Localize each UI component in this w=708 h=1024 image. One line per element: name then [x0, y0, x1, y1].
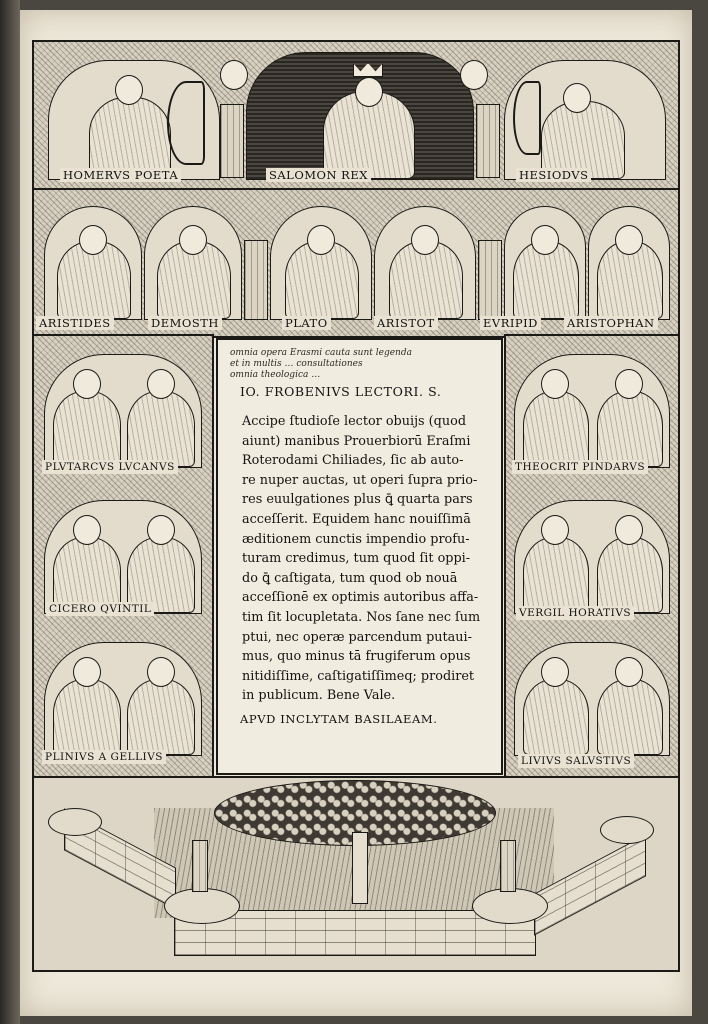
homer-niche — [48, 60, 220, 180]
body-line: acceſſionē ex optimis autoribus affa- — [242, 590, 479, 606]
plato-niche — [270, 206, 372, 320]
preface-text-panel — [216, 338, 503, 775]
title-page — [20, 10, 692, 1016]
plutarch-lucan-niche — [44, 354, 202, 468]
handwritten-note-line-1: omnia opera Erasmi cauta sunt legenda — [230, 348, 412, 358]
homer-figure — [89, 97, 171, 179]
pliny-head — [73, 657, 101, 687]
fountain-left-back — [48, 808, 102, 836]
cicero-quintilian-niche — [44, 500, 202, 614]
aristotle-niche — [374, 206, 476, 320]
book-gutter — [0, 0, 20, 1024]
label-plutarch-lucan: PLVTARCVS LVCANVS — [42, 460, 178, 474]
fountain-spout-center — [500, 840, 516, 892]
pliny-figure — [53, 679, 121, 755]
cicero-head — [73, 515, 101, 545]
right-column-panel — [504, 334, 680, 778]
body-line: in publicum. Bene Vale. — [242, 688, 396, 704]
second-pillar-2 — [478, 240, 502, 320]
label-aristophanes: ARISTOPHAN — [564, 316, 658, 330]
body-line: æditionem cunctis impendio profu- — [242, 531, 470, 547]
sallust-head — [615, 657, 643, 687]
plutarch-head — [73, 369, 101, 399]
lyre-icon — [513, 81, 541, 155]
body-line: mus, quo minus tā frugiferum opus — [242, 649, 471, 665]
theocritus-head — [541, 369, 569, 399]
body-line: Roterodami Chiliades, ſic ab auto- — [242, 453, 464, 469]
body-line: nitidiſſime, caſtigatiſſimeq; prodiret — [242, 668, 475, 684]
gellius-figure — [127, 679, 195, 755]
horace-head — [615, 515, 643, 545]
homer-head — [115, 75, 143, 105]
handwritten-note-line-2: et in multis … consultationes — [230, 359, 363, 369]
label-solomon: SALOMON REX — [266, 168, 371, 182]
putto-head-right — [460, 60, 488, 90]
fountain-spout-left — [192, 840, 208, 892]
aristotle-head — [411, 225, 439, 255]
vergil-figure — [523, 537, 589, 613]
theocritus-figure — [523, 391, 589, 467]
body-line: re nuper auctas, ut operi ſupra prio- — [242, 472, 478, 488]
label-aristides: ARISTIDES — [36, 316, 114, 330]
plato-head — [307, 225, 335, 255]
livy-head — [541, 657, 569, 687]
euripides-niche — [504, 206, 586, 320]
aristides-niche — [44, 206, 142, 320]
label-pliny-gellius: PLINIVS A GELLIVS — [42, 750, 166, 764]
pindar-head — [615, 369, 643, 399]
top-pillar-2 — [476, 104, 500, 178]
garden-scene — [32, 776, 680, 972]
left-column-panel — [32, 334, 214, 778]
body-line: tim ſit locupletata. Nos ſane nec ſum — [242, 609, 481, 625]
top-pillar-1 — [220, 104, 244, 178]
body-line: ptui, nec operæ parcendum putaui- — [242, 629, 472, 645]
gellius-head — [147, 657, 175, 687]
body-line: res euulgationes plus ꝗ̄ quarta pars — [242, 492, 473, 508]
label-hesiod: HESIODVS — [516, 168, 591, 182]
preface-heading: IO. FROBENIVS LECTORI. S. — [240, 384, 442, 399]
demosthenes-head — [179, 225, 207, 255]
pliny-gellius-niche — [44, 642, 202, 756]
livy-figure — [523, 679, 589, 755]
sallust-figure — [597, 679, 663, 755]
label-plato: PLATO — [282, 316, 331, 330]
label-homer: HOMERVS POETA — [60, 168, 181, 182]
fountain-right-back — [600, 816, 654, 844]
hesiod-head — [563, 83, 591, 113]
label-aristotle: ARISTOT — [374, 316, 438, 330]
pindar-figure — [597, 391, 663, 467]
handwritten-note-line-3: omnia theologica … — [230, 370, 321, 380]
vergil-horace-niche — [514, 500, 670, 614]
fountain-center-front — [472, 888, 548, 924]
aristides-head — [79, 225, 107, 255]
aristophanes-head — [615, 225, 643, 255]
label-demosthenes: DEMOSTH — [148, 316, 222, 330]
crown-icon — [353, 63, 383, 77]
harp-icon — [167, 81, 205, 165]
tree-trunk — [352, 832, 368, 904]
fountain-left-front — [164, 888, 240, 924]
vergil-head — [541, 515, 569, 545]
second-pillar-1 — [244, 240, 268, 320]
imprint-line: APVD INCLYTAM BASILAEAM. — [240, 712, 438, 726]
theocritus-pindar-niche — [514, 354, 670, 468]
lucan-head — [147, 369, 175, 399]
label-theocritus-pindar: THEOCRIT PINDARVS — [512, 460, 648, 474]
lucan-figure — [127, 391, 195, 467]
body-line: aiunt) manibus Prouerbiorū Eraſmi — [242, 433, 471, 449]
solomon-head — [355, 77, 383, 107]
quintilian-head — [147, 515, 175, 545]
body-line: Accipe ſtudioſe lector obuijs (quod — [242, 414, 467, 429]
demosthenes-niche — [144, 206, 242, 320]
putto-head-left — [220, 60, 248, 90]
label-euripides: EVRIPID — [480, 316, 541, 330]
body-line: do ꝗ̄ caſtigata, tum quod ob nouā — [242, 570, 458, 586]
preface-body — [242, 412, 492, 706]
plutarch-figure — [53, 391, 121, 467]
label-vergil-horace: VERGIL HORATIVS — [516, 606, 634, 620]
solomon-niche — [246, 52, 474, 180]
euripides-head — [531, 225, 559, 255]
livy-sallust-niche — [514, 642, 670, 756]
aristophanes-niche — [588, 206, 670, 320]
body-line: turam credimus, tum quod ſit oppi- — [242, 551, 471, 567]
label-livy-sallust: LIVIVS SALVSTIVS — [518, 754, 634, 768]
label-cicero-quintil: CICERO QVINTIL — [46, 602, 154, 616]
body-line: acceſſerit. Equidem hanc nouiſſimā — [242, 511, 471, 527]
horace-figure — [597, 537, 663, 613]
hesiod-niche — [504, 60, 666, 180]
